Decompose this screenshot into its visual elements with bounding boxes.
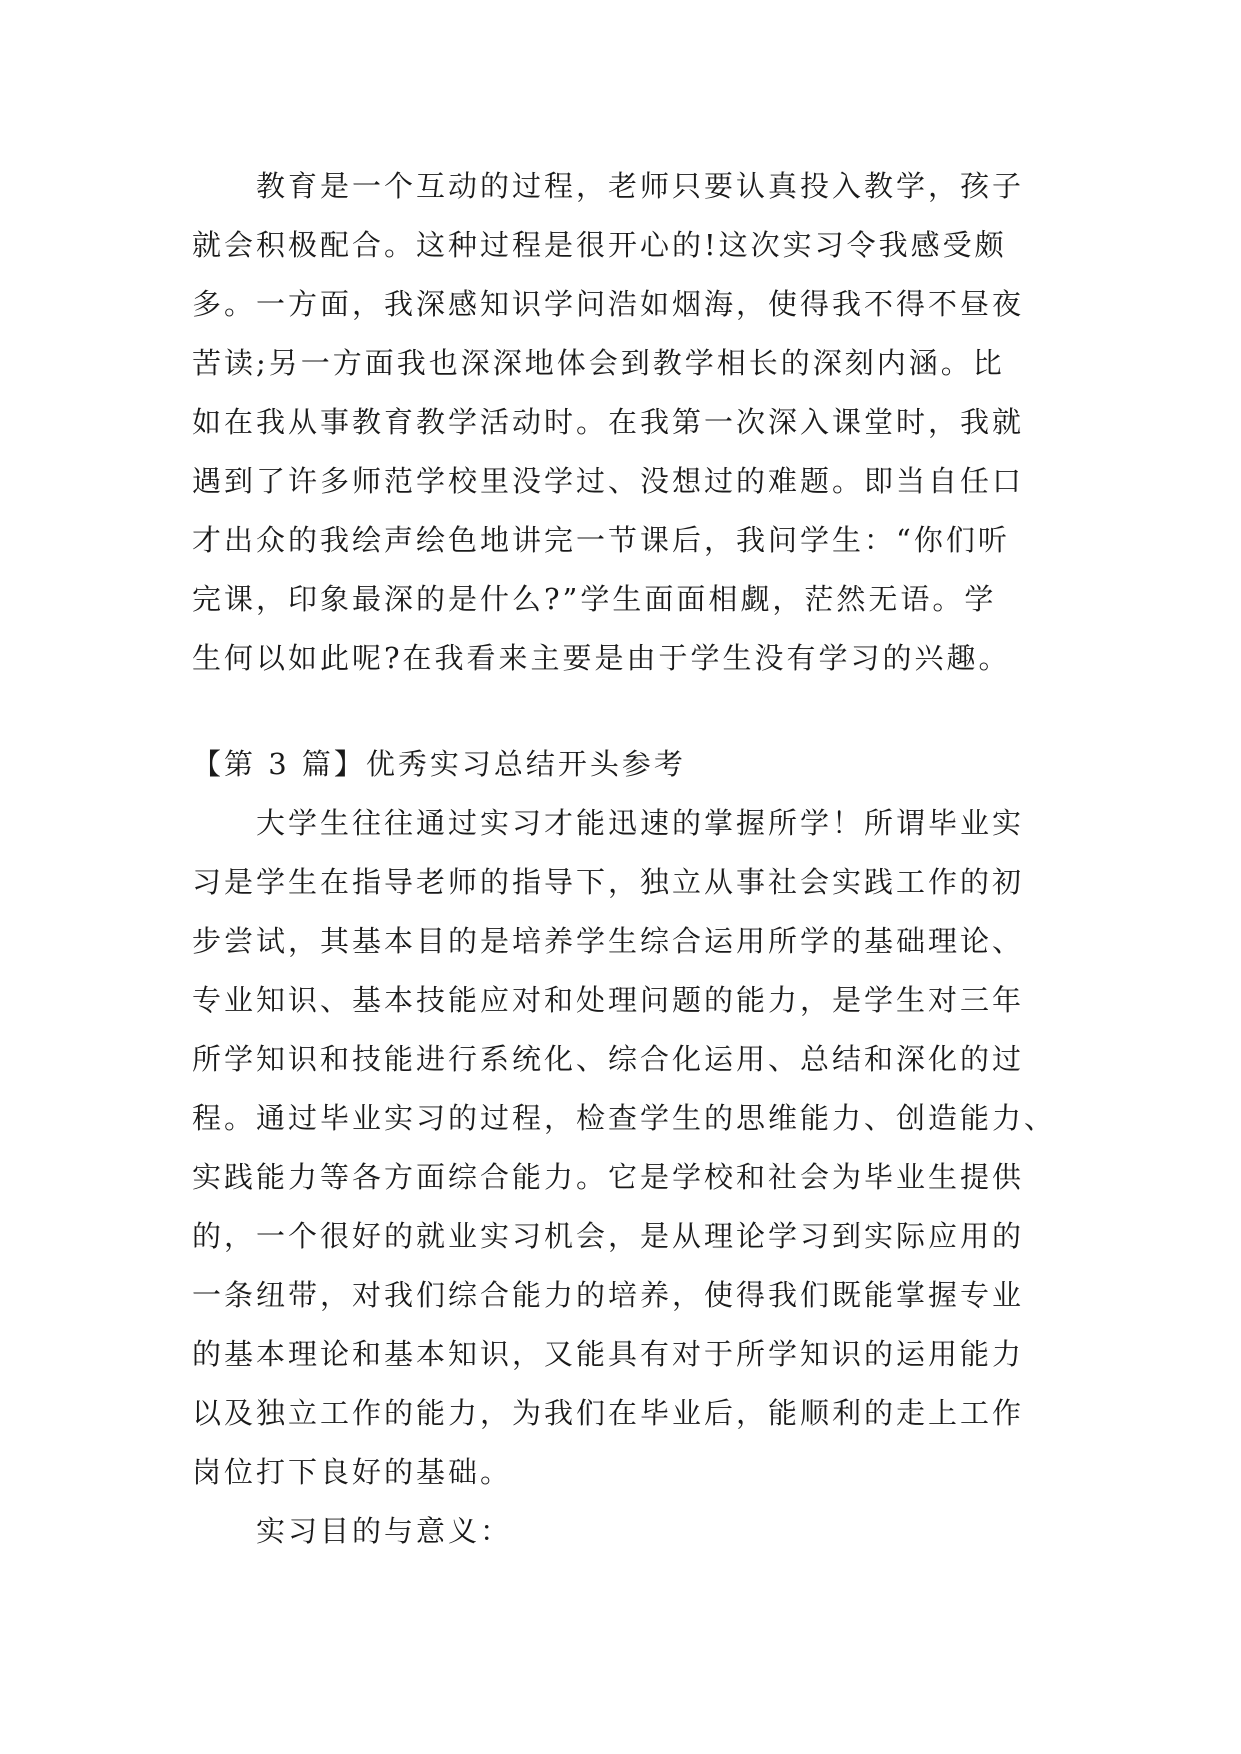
text-line: 的，一个很好的就业实习机会，是从理论学习到实际应用的	[192, 1219, 1025, 1253]
text-line: 实习目的与意义：	[192, 1514, 513, 1548]
text-line: 所学知识和技能进行系统化、综合化运用、总结和深化的过	[192, 1042, 1025, 1076]
text-line: 大学生往往通过实习才能迅速的掌握所学！所谓毕业实	[192, 806, 1025, 840]
text-line: 才出众的我绘声绘色地讲完一节课后，我问学生：“你们听	[192, 523, 1010, 557]
text-line: 一条纽带，对我们综合能力的培养，使得我们既能掌握专业	[192, 1278, 1025, 1312]
text-line: 如在我从事教育教学活动时。在我第一次深入课堂时，我就	[192, 405, 1025, 439]
text-line: 步尝试，其基本目的是培养学生综合运用所学的基础理论、	[192, 924, 1025, 958]
text-line: 的基本理论和基本知识，又能具有对于所学知识的运用能力	[192, 1337, 1025, 1371]
text-line: 专业知识、基本技能应对和处理问题的能力，是学生对三年	[192, 983, 1025, 1017]
text-line: 实践能力等各方面综合能力。它是学校和社会为毕业生提供	[192, 1160, 1025, 1194]
text-line: 生何以如此呢?在我看来主要是由于学生没有学习的兴趣。	[192, 641, 1011, 675]
text-line: 程。通过毕业实习的过程，检查学生的思维能力、创造能力、	[192, 1101, 1057, 1135]
text-line: 多。一方面，我深感知识学问浩如烟海，使得我不得不昼夜	[192, 287, 1025, 321]
text-line: 教育是一个互动的过程，老师只要认真投入教学，孩子	[192, 169, 1025, 203]
text-line: 就会积极配合。这种过程是很开心的!这次实习令我感受颇	[192, 228, 1007, 262]
paragraph-1	[192, 157, 1072, 688]
text-line: 完课，印象最深的是什么?”学生面面相觑，茫然无语。学	[192, 582, 997, 616]
text-line: 岗位打下良好的基础。	[192, 1455, 513, 1489]
section-heading: 【第 3 篇】优秀实习总结开头参考	[192, 747, 686, 781]
section-3	[192, 735, 1072, 1561]
text-line: 苦读;另一方面我也深深地体会到教学相长的深刻内涵。比	[192, 346, 1005, 380]
text-line: 以及独立工作的能力，为我们在毕业后，能顺利的走上工作	[192, 1396, 1025, 1430]
text-line: 习是学生在指导老师的指导下，独立从事社会实践工作的初	[192, 865, 1025, 899]
text-line: 遇到了许多师范学校里没学过、没想过的难题。即当自任口	[192, 464, 1025, 498]
